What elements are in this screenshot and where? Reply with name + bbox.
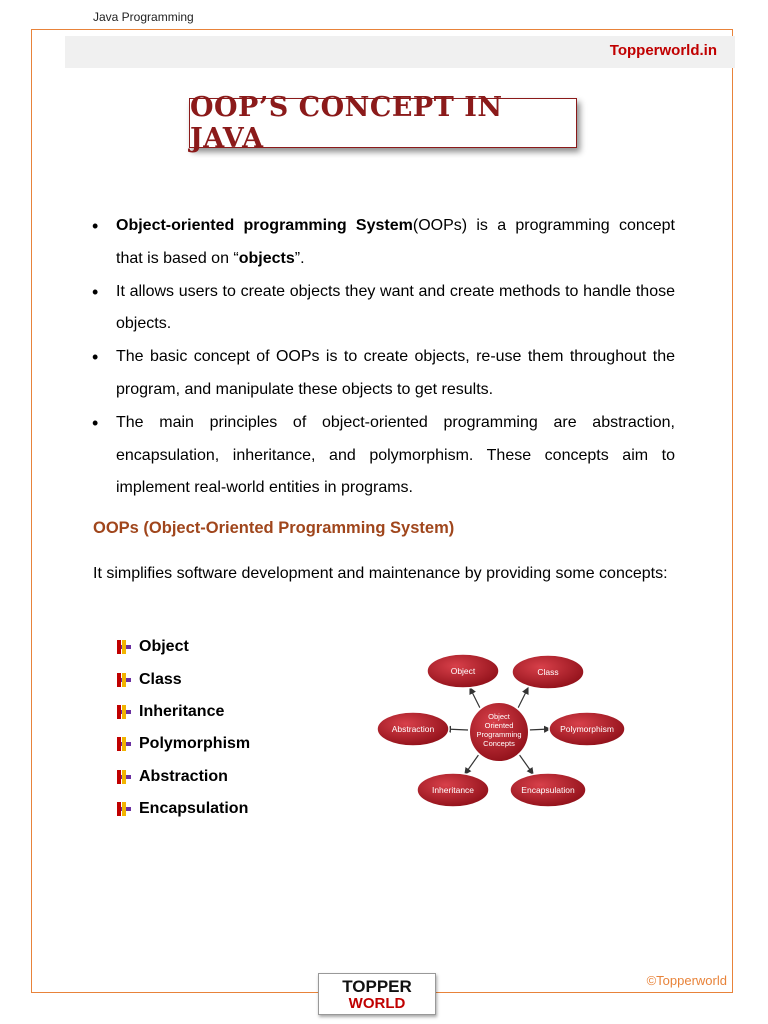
page-border	[31, 29, 733, 993]
concept-list	[115, 631, 250, 825]
diagram-node-encapsulation	[510, 773, 586, 807]
topperworld-logo	[318, 973, 436, 1015]
concept-label: Abstraction	[139, 767, 228, 785]
diagram-node-label: Polymorphism	[560, 724, 614, 734]
concept-label: Encapsulation	[139, 800, 249, 818]
plus-bullet-icon	[115, 671, 133, 689]
diagram-center-node	[469, 702, 529, 762]
bullet-text: The main principles of object-oriented programming are abstraction, encapsulation, inheritance, and polymorphism. These concepts aim to implement real-world entities in programs.	[116, 413, 675, 497]
logo-graphic	[319, 974, 435, 1014]
copyright-text: ©Topperworld	[646, 973, 727, 988]
brand-bar	[65, 36, 735, 68]
diagram-center-line: Oriented	[484, 721, 514, 730]
diagram-node-label: Object	[450, 666, 476, 676]
bullet-item	[92, 276, 675, 342]
intro-bullet-list	[92, 210, 675, 505]
concept-label: Object	[139, 638, 189, 656]
intro-paragraph: It simplifies software development and maintenance by providing some concepts:	[93, 565, 668, 582]
concept-label: Class	[139, 670, 182, 688]
diagram-center-line: Programming	[476, 730, 522, 739]
diagram-node-label: Inheritance	[431, 785, 475, 795]
bullet-text: It allows users to create objects they want and create methods to handle those objects.	[116, 282, 675, 333]
concept-item	[115, 793, 250, 825]
logo-bottom-text: WORLD	[348, 995, 406, 1012]
plus-bullet-icon	[115, 800, 133, 818]
diagram-node-label: Abstraction	[391, 724, 435, 734]
title-box	[189, 92, 577, 154]
bullet-text: The basic concept of OOPs is to create objects, re-use them throughout the program, and manipulate these objects to get results.	[116, 348, 675, 398]
plus-bullet-icon	[115, 768, 133, 786]
bullet-text: ”.	[294, 249, 305, 267]
bullet-bold-term: objects	[238, 249, 295, 267]
concept-label: Polymorphism	[139, 735, 251, 753]
section-heading: OOPs (Object-Oriented Programming System)	[93, 519, 455, 537]
logo-top-text: TOPPER	[342, 977, 412, 996]
diagram-node-class	[512, 655, 584, 689]
diagram-node-abstraction	[377, 712, 449, 746]
diagram-node-polymorphism	[549, 712, 625, 746]
plus-bullet-icon	[115, 735, 133, 753]
brand-link[interactable]: Topperworld.in	[609, 42, 717, 59]
document-header-title: Java Programming	[93, 10, 194, 24]
diagram-center-line: Object	[488, 712, 510, 721]
oop-concepts-diagram	[370, 640, 660, 840]
concept-item	[115, 728, 250, 760]
bullet-item	[92, 407, 675, 505]
concept-label: Inheritance	[139, 702, 225, 720]
diagram-node-inheritance	[417, 773, 489, 807]
plus-bullet-icon	[115, 638, 133, 656]
concept-item	[115, 696, 250, 728]
page-title: OOP’S CONCEPT IN JAVA	[190, 92, 503, 154]
diagram-node-label: Encapsulation	[521, 785, 575, 795]
bullet-bold-term: Object-oriented programming System	[116, 217, 413, 234]
concept-item	[115, 663, 250, 695]
concept-item	[115, 631, 250, 663]
bullet-text: (OOPs) is a programming concept that is based on “	[116, 217, 675, 267]
diagram-center-line: Concepts	[483, 739, 515, 748]
bullet-item	[92, 341, 675, 407]
plus-bullet-icon	[115, 703, 133, 721]
concept-item	[115, 761, 250, 793]
diagram-node-label: Class	[537, 667, 559, 677]
diagram-node-object	[427, 654, 499, 688]
bullet-item	[92, 210, 675, 276]
